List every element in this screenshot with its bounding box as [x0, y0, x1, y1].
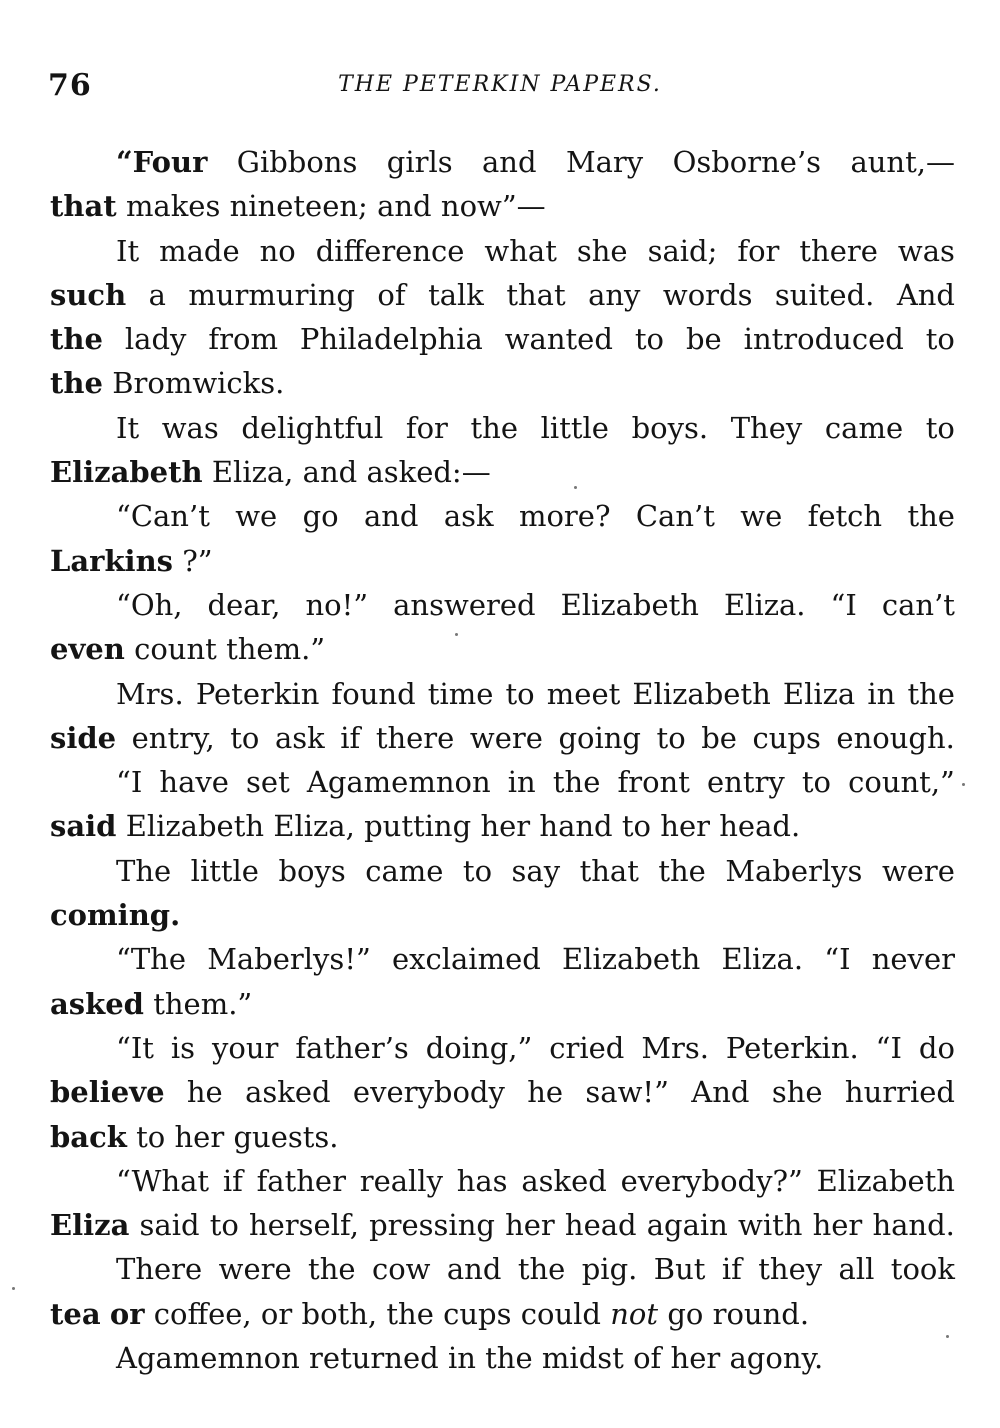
word: has — [456, 1163, 508, 1198]
word: Agamemnon — [116, 1341, 300, 1376]
word: what — [484, 233, 557, 268]
word: from — [208, 322, 278, 357]
word: coffee, — [153, 1296, 252, 1331]
word: Elizabeth — [560, 587, 699, 622]
word: really — [359, 1163, 443, 1198]
word: “I — [116, 765, 143, 800]
word: hand. — [872, 1208, 955, 1243]
word: “Can’t — [116, 499, 210, 534]
word: the — [485, 1341, 533, 1376]
word: Eliza. — [724, 587, 806, 622]
word: the — [50, 366, 103, 401]
word: Maberlys!” — [207, 942, 371, 977]
text-line — [50, 539, 955, 583]
word: is — [170, 1030, 196, 1065]
page-number: 76 — [48, 68, 92, 103]
word: to — [136, 1119, 166, 1154]
text-line — [50, 317, 955, 361]
word: count,” — [848, 765, 955, 800]
text-line — [50, 672, 955, 716]
word: Elizabeth — [562, 942, 701, 977]
word: the — [50, 322, 103, 357]
text-line — [50, 1070, 955, 1114]
word: we — [235, 499, 278, 534]
word: It — [116, 410, 140, 445]
word: or — [109, 1296, 145, 1331]
body-text — [50, 140, 955, 1380]
word: ask — [274, 720, 325, 755]
word: lady — [124, 322, 187, 357]
word: pressing — [369, 1208, 495, 1243]
text-line — [50, 893, 955, 937]
word: go — [302, 499, 339, 534]
word: for — [405, 410, 448, 445]
word: again — [646, 1208, 728, 1243]
word: came — [824, 410, 904, 445]
word: wanted — [504, 322, 613, 357]
text-line — [50, 1026, 955, 1070]
word: little — [190, 853, 259, 888]
word: head — [564, 1208, 637, 1243]
word: to — [925, 322, 955, 357]
word: say — [511, 853, 561, 888]
word: your — [211, 1030, 279, 1065]
word: returned — [309, 1341, 439, 1376]
word: Gibbons — [236, 145, 358, 179]
word: head. — [719, 809, 801, 844]
word: herself, — [248, 1208, 359, 1243]
word: they — [758, 1252, 823, 1287]
text-line — [50, 1247, 955, 1291]
word: no!” — [305, 587, 369, 622]
word: talk — [428, 277, 484, 312]
word: aunt,— — [850, 145, 955, 179]
text-line — [50, 1159, 955, 1203]
word: ?” — [182, 543, 213, 578]
word: the — [470, 410, 519, 445]
text-line — [50, 937, 955, 981]
word: we — [740, 499, 783, 534]
word: to — [634, 322, 664, 357]
text-line — [50, 982, 955, 1026]
word: in — [447, 1341, 476, 1376]
text-line — [50, 494, 955, 538]
word: Elizabeth — [632, 676, 771, 711]
word: agony. — [729, 1341, 824, 1376]
word: father’s — [295, 1030, 409, 1065]
word: be — [685, 322, 722, 357]
word: “What — [116, 1163, 210, 1198]
word: do — [918, 1030, 955, 1065]
word: and — [446, 1252, 502, 1287]
word: answered — [393, 587, 536, 622]
word: everybody — [352, 1075, 505, 1110]
text-line — [50, 229, 955, 273]
word: suited. — [774, 277, 875, 312]
word: words — [662, 277, 753, 312]
word: took — [890, 1252, 955, 1287]
word: that — [579, 853, 639, 888]
word: the — [386, 1296, 434, 1331]
word: Osborne’s — [672, 145, 822, 179]
word: no — [259, 233, 296, 268]
word: side — [50, 720, 117, 755]
word: asked — [245, 1075, 331, 1110]
text-line — [50, 361, 955, 405]
word: delightful — [241, 410, 384, 445]
word: her — [670, 1341, 721, 1376]
word: that — [50, 189, 117, 224]
word: were — [881, 853, 955, 888]
word: cow — [371, 1252, 431, 1287]
text-line — [50, 760, 955, 804]
word: came — [365, 853, 444, 888]
word: fetch — [807, 499, 883, 534]
word: be — [701, 720, 737, 755]
word: dear, — [207, 587, 281, 622]
word: coming. — [50, 898, 181, 933]
word: Peterkin. — [725, 1030, 859, 1065]
word: were — [218, 1252, 292, 1287]
word: asked — [521, 1163, 607, 1198]
word: the — [552, 765, 601, 800]
word: believe — [50, 1075, 165, 1110]
word: never — [871, 942, 955, 977]
page-header — [48, 68, 952, 112]
word: Mrs. — [116, 676, 184, 711]
word: Bromwicks. — [112, 366, 285, 401]
word: in — [507, 765, 536, 800]
text-line — [50, 1292, 955, 1336]
word: “Oh, — [116, 587, 183, 622]
word: he — [186, 1075, 223, 1110]
word: exclaimed — [391, 942, 541, 977]
word: entry — [707, 765, 785, 800]
word: tea — [50, 1296, 101, 1331]
word: And — [896, 277, 955, 312]
running-title: THE PETERKIN PAPERS. — [338, 72, 662, 97]
word: Eliza — [782, 676, 856, 711]
word: said — [50, 809, 117, 844]
word: “I — [830, 587, 857, 622]
word: she — [576, 233, 628, 268]
word: were — [469, 720, 543, 755]
word: more? — [518, 499, 611, 534]
word: with — [738, 1208, 803, 1243]
word: They — [730, 410, 803, 445]
word: her — [505, 1208, 555, 1243]
word: everybody?” — [620, 1163, 803, 1198]
word: in — [867, 676, 896, 711]
word: There — [116, 1252, 203, 1287]
word: hurried — [844, 1075, 955, 1110]
text-line — [50, 1115, 955, 1159]
word: even — [50, 632, 125, 667]
word: to — [656, 720, 686, 755]
word: But — [653, 1252, 706, 1287]
word: girls — [386, 145, 453, 179]
text-line — [50, 1203, 955, 1247]
word: cried — [549, 1030, 625, 1065]
word: Peterkin — [195, 676, 320, 711]
text-line — [50, 627, 955, 671]
text-line — [50, 1336, 955, 1380]
word: the — [308, 1252, 356, 1287]
word: for — [737, 233, 780, 268]
word: the — [517, 1252, 566, 1287]
word: Mrs. — [641, 1030, 709, 1065]
text-line — [50, 849, 955, 893]
word: doing,” — [425, 1030, 533, 1065]
word: her — [174, 1119, 225, 1154]
word: could — [520, 1296, 601, 1331]
word: Mary — [565, 145, 644, 179]
word: “The — [116, 942, 187, 977]
word: makes — [125, 189, 221, 224]
word: asked — [50, 986, 144, 1021]
word: if — [222, 1163, 243, 1198]
word: Eliza. — [721, 942, 804, 977]
word: introduced — [743, 322, 904, 357]
text-line — [50, 804, 955, 848]
word: of — [377, 277, 406, 312]
word: go — [667, 1296, 704, 1331]
word: he — [527, 1075, 564, 1110]
word: nineteen; — [229, 189, 368, 224]
word: them.” — [226, 632, 326, 667]
word: Elizabeth — [125, 809, 265, 844]
word: Eliza — [50, 1208, 130, 1243]
word: “It — [116, 1030, 154, 1065]
word: and — [363, 499, 419, 534]
word: such — [50, 277, 127, 312]
word: asked:— — [366, 455, 491, 490]
word: “Four — [116, 145, 208, 179]
word: Eliza, — [211, 455, 294, 490]
word: enough. — [836, 720, 955, 755]
text-line — [50, 450, 955, 494]
word: guests. — [233, 1119, 339, 1154]
paper-speck — [455, 633, 458, 636]
word: Maberlys — [725, 853, 863, 888]
text-line — [50, 406, 955, 450]
word: time — [427, 676, 494, 711]
word: said; — [647, 233, 718, 268]
word: round. — [712, 1296, 810, 1331]
word: boys. — [631, 410, 709, 445]
word: of — [633, 1341, 662, 1376]
word: to — [505, 676, 535, 711]
word: now”— — [440, 189, 546, 224]
word: Eliza, — [273, 809, 355, 844]
paper-speck — [574, 486, 577, 489]
word: cups — [443, 1296, 512, 1331]
word: Elizabeth — [816, 1163, 955, 1198]
word: midst — [541, 1341, 624, 1376]
word: made — [159, 233, 240, 268]
word: was — [161, 410, 219, 445]
word: or — [260, 1296, 293, 1331]
word: her — [660, 809, 710, 844]
word: Elizabeth — [50, 455, 203, 490]
word: was — [897, 233, 955, 268]
word: ask — [443, 499, 494, 534]
word: to — [230, 720, 260, 755]
word: have — [159, 765, 229, 800]
word: to — [462, 853, 493, 888]
word: set — [246, 765, 290, 800]
text-line — [50, 583, 955, 627]
word: meet — [546, 676, 621, 711]
word: going — [558, 720, 641, 755]
word: “I — [875, 1030, 902, 1065]
word: the — [907, 676, 955, 711]
word: if — [721, 1252, 742, 1287]
word: front — [617, 765, 690, 800]
word: cups — [752, 720, 821, 755]
word: any — [588, 277, 641, 312]
word: to — [621, 809, 652, 844]
word: and — [482, 145, 537, 179]
word: if — [340, 720, 361, 755]
word: there — [799, 233, 878, 268]
word: difference — [315, 233, 465, 268]
word: all — [838, 1252, 875, 1287]
word: saw!” — [585, 1075, 669, 1110]
word: entry, — [131, 720, 215, 755]
word: there — [375, 720, 455, 755]
text-line — [50, 273, 955, 317]
word: Larkins — [50, 543, 173, 578]
word: that — [506, 277, 566, 312]
word: her — [480, 809, 531, 844]
word: can’t — [881, 587, 955, 622]
word: little — [540, 410, 609, 445]
word: to — [925, 410, 955, 445]
word: Philadelphia — [299, 322, 483, 357]
word: the — [907, 499, 955, 534]
word: back — [50, 1119, 127, 1154]
paper-speck — [962, 783, 965, 786]
word: boys — [278, 853, 346, 888]
word: pig. — [581, 1252, 638, 1287]
word: them.” — [153, 986, 253, 1021]
word: a — [148, 277, 166, 312]
word: father — [256, 1163, 346, 1198]
word: the — [658, 853, 706, 888]
word: The — [116, 853, 172, 888]
word: Can’t — [635, 499, 715, 534]
word: to — [801, 765, 831, 800]
paper-speck — [12, 1287, 15, 1290]
word: not — [610, 1296, 659, 1331]
word: Agamemnon — [306, 765, 491, 800]
text-line — [50, 140, 955, 184]
word: “I — [824, 942, 851, 977]
word: murmuring — [188, 277, 355, 312]
word: And — [691, 1075, 750, 1110]
word: hand — [539, 809, 613, 844]
word: both, — [301, 1296, 378, 1331]
word: found — [331, 676, 416, 711]
word: and — [302, 455, 358, 490]
word: to — [209, 1208, 239, 1243]
word: said — [139, 1208, 200, 1243]
word: and — [377, 189, 432, 224]
text-line — [50, 184, 955, 228]
word: she — [771, 1075, 823, 1110]
word: putting — [364, 809, 472, 844]
paper-speck — [946, 1335, 949, 1338]
word: It — [116, 233, 140, 268]
word: count — [134, 632, 217, 667]
word: her — [812, 1208, 863, 1243]
text-line — [50, 716, 955, 760]
